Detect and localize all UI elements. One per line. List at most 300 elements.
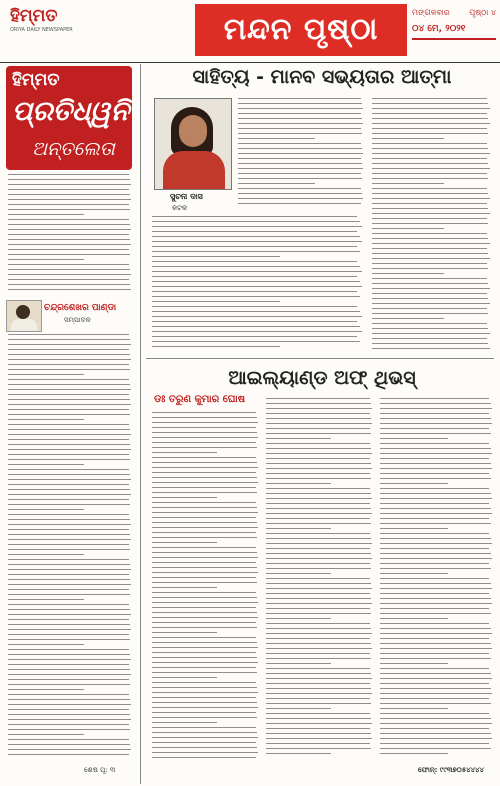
text-line bbox=[380, 663, 448, 664]
text-line bbox=[152, 497, 217, 498]
text-line bbox=[8, 379, 129, 380]
text-line bbox=[380, 533, 489, 534]
text-line bbox=[8, 234, 129, 235]
text-line bbox=[152, 672, 257, 673]
text-line bbox=[266, 578, 370, 579]
text-line bbox=[8, 359, 131, 360]
text-line bbox=[266, 508, 371, 509]
story2-author: ଡଃ ତରୁଣ କୁମାର ଘୋଷ bbox=[154, 394, 246, 405]
text-line bbox=[372, 168, 490, 169]
text-line bbox=[238, 203, 361, 204]
text-line bbox=[8, 269, 130, 270]
text-line bbox=[152, 452, 217, 453]
text-line bbox=[380, 553, 491, 554]
text-line bbox=[266, 698, 370, 699]
text-line bbox=[372, 203, 487, 204]
text-line bbox=[8, 244, 131, 245]
text-line bbox=[266, 563, 370, 564]
editor-photo bbox=[6, 300, 42, 332]
text-line bbox=[380, 648, 492, 649]
text-line bbox=[8, 729, 130, 730]
text-line bbox=[152, 286, 362, 287]
text-line bbox=[266, 473, 370, 474]
text-line bbox=[152, 687, 257, 688]
text-line bbox=[152, 607, 256, 608]
text-line bbox=[8, 724, 129, 725]
text-line bbox=[372, 138, 444, 139]
text-line bbox=[152, 507, 257, 508]
text-line bbox=[238, 123, 363, 124]
text-line bbox=[152, 562, 256, 563]
text-line bbox=[8, 529, 129, 530]
text-line bbox=[152, 326, 360, 327]
text-line bbox=[266, 488, 370, 489]
text-line bbox=[152, 281, 360, 282]
text-line bbox=[380, 528, 448, 529]
text-line bbox=[380, 543, 492, 544]
text-line bbox=[372, 328, 488, 329]
text-line bbox=[380, 713, 489, 714]
text-line bbox=[8, 189, 129, 190]
text-line bbox=[152, 722, 217, 723]
text-line bbox=[8, 669, 130, 670]
newspaper-logo: ହିମ୍ମତ bbox=[10, 6, 58, 26]
text-line bbox=[372, 313, 488, 314]
text-line bbox=[266, 468, 372, 469]
text-line bbox=[380, 593, 489, 594]
text-line bbox=[266, 533, 370, 534]
text-line bbox=[8, 214, 84, 215]
text-line bbox=[266, 568, 371, 569]
text-line bbox=[152, 472, 256, 473]
issue-info bbox=[412, 8, 496, 54]
text-line bbox=[8, 659, 131, 660]
text-line bbox=[8, 384, 130, 385]
text-line bbox=[8, 184, 131, 185]
text-line bbox=[8, 209, 130, 210]
text-line bbox=[380, 598, 491, 599]
text-line bbox=[152, 612, 257, 613]
text-line bbox=[8, 249, 129, 250]
text-line bbox=[152, 702, 257, 703]
text-line bbox=[8, 279, 129, 280]
contact-number: ଫୋନ୍: ୯୯୩୭୦୫୪୪୪୪ bbox=[418, 766, 485, 774]
text-line bbox=[266, 683, 370, 684]
text-line bbox=[372, 263, 487, 264]
text-line bbox=[372, 233, 487, 234]
text-line bbox=[152, 602, 258, 603]
text-line bbox=[8, 519, 130, 520]
text-line bbox=[8, 624, 130, 625]
text-line bbox=[8, 614, 131, 615]
text-line bbox=[8, 694, 129, 695]
text-line bbox=[266, 603, 372, 604]
text-line bbox=[266, 433, 371, 434]
text-line bbox=[372, 238, 488, 239]
text-line bbox=[266, 623, 370, 624]
text-line bbox=[266, 583, 371, 584]
story1-text-col2 bbox=[372, 98, 492, 354]
text-line bbox=[372, 178, 488, 179]
text-line bbox=[8, 354, 130, 355]
text-line bbox=[380, 478, 491, 479]
masthead bbox=[0, 0, 500, 63]
text-line bbox=[152, 417, 257, 418]
text-line bbox=[8, 704, 131, 705]
text-line bbox=[380, 503, 489, 504]
text-line bbox=[266, 593, 370, 594]
text-line bbox=[266, 658, 371, 659]
text-line bbox=[152, 517, 256, 518]
text-line bbox=[380, 573, 448, 574]
story2-text-col1 bbox=[152, 412, 260, 762]
text-line bbox=[152, 527, 258, 528]
text-line bbox=[8, 634, 129, 635]
text-line bbox=[238, 103, 362, 104]
text-line bbox=[380, 468, 492, 469]
text-line bbox=[152, 622, 256, 623]
text-line bbox=[8, 619, 129, 620]
text-line bbox=[372, 288, 490, 289]
text-line bbox=[372, 103, 488, 104]
text-line bbox=[8, 654, 130, 655]
text-line bbox=[152, 306, 357, 307]
text-line bbox=[152, 482, 258, 483]
text-line bbox=[380, 653, 489, 654]
column-brand-script: ଅନ୍ତଲେତା bbox=[32, 138, 115, 160]
text-line bbox=[8, 674, 131, 675]
text-line bbox=[152, 447, 257, 448]
text-line bbox=[266, 423, 372, 424]
story1-text-col1-top bbox=[238, 98, 366, 210]
text-line bbox=[8, 549, 130, 550]
text-line bbox=[8, 404, 131, 405]
text-line bbox=[380, 608, 489, 609]
text-line bbox=[380, 523, 491, 524]
text-line bbox=[8, 559, 129, 560]
text-line bbox=[8, 254, 130, 255]
text-line bbox=[238, 168, 363, 169]
text-line bbox=[238, 128, 361, 129]
text-line bbox=[372, 208, 488, 209]
story2-text-col2 bbox=[266, 398, 374, 762]
text-line bbox=[152, 341, 360, 342]
text-line bbox=[380, 673, 491, 674]
text-line bbox=[152, 336, 357, 337]
text-line bbox=[152, 467, 258, 468]
text-line bbox=[380, 623, 489, 624]
text-line bbox=[372, 248, 487, 249]
text-line bbox=[266, 548, 370, 549]
text-line bbox=[152, 747, 257, 748]
text-line bbox=[372, 118, 488, 119]
text-line bbox=[8, 274, 131, 275]
text-line bbox=[8, 264, 129, 265]
text-line bbox=[152, 557, 258, 558]
text-line bbox=[8, 554, 84, 555]
text-line bbox=[372, 158, 487, 159]
text-line bbox=[266, 618, 331, 619]
text-line bbox=[8, 334, 129, 335]
text-line bbox=[380, 558, 492, 559]
text-line bbox=[152, 296, 360, 297]
text-line bbox=[8, 374, 84, 375]
text-line bbox=[152, 727, 256, 728]
text-line bbox=[380, 578, 489, 579]
text-line bbox=[380, 563, 489, 564]
text-line bbox=[380, 743, 489, 744]
text-line bbox=[8, 649, 129, 650]
text-line bbox=[152, 587, 217, 588]
text-line bbox=[380, 443, 489, 444]
text-line bbox=[152, 251, 360, 252]
text-line bbox=[372, 318, 444, 319]
text-line bbox=[8, 179, 130, 180]
text-line bbox=[152, 412, 256, 413]
text-line bbox=[8, 194, 130, 195]
text-line bbox=[8, 629, 131, 630]
text-line bbox=[8, 219, 129, 220]
text-line bbox=[152, 642, 257, 643]
text-line bbox=[8, 709, 129, 710]
text-line bbox=[8, 534, 130, 535]
text-line bbox=[380, 413, 489, 414]
story1-text-col1 bbox=[152, 216, 366, 354]
text-line bbox=[238, 108, 363, 109]
text-line bbox=[380, 658, 491, 659]
text-line bbox=[152, 301, 280, 302]
editorial-text-block-1 bbox=[8, 174, 134, 296]
text-line bbox=[8, 479, 131, 480]
text-line bbox=[266, 738, 372, 739]
text-line bbox=[8, 344, 131, 345]
text-line bbox=[8, 419, 84, 420]
text-line bbox=[152, 462, 257, 463]
text-line bbox=[152, 231, 357, 232]
story1-headline: ସାହିତ୍ୟ - ମାନବ ସଭ୍ୟତାର ଆତ୍ମା bbox=[192, 66, 452, 88]
text-line bbox=[8, 739, 129, 740]
photo-caption-place: କଟକ bbox=[172, 204, 188, 212]
text-line bbox=[8, 544, 129, 545]
text-line bbox=[380, 738, 492, 739]
text-line bbox=[372, 258, 490, 259]
text-line bbox=[380, 458, 489, 459]
text-line bbox=[266, 668, 370, 669]
text-line bbox=[152, 752, 258, 753]
column-brand-box bbox=[6, 66, 132, 170]
text-line bbox=[380, 403, 491, 404]
text-line bbox=[238, 173, 361, 174]
text-line bbox=[372, 333, 490, 334]
text-line bbox=[380, 618, 448, 619]
text-line bbox=[152, 737, 258, 738]
text-line bbox=[266, 558, 372, 559]
text-line bbox=[380, 488, 489, 489]
text-line bbox=[152, 236, 360, 237]
text-line bbox=[372, 338, 487, 339]
text-line bbox=[372, 268, 488, 269]
text-line bbox=[8, 484, 129, 485]
text-line bbox=[8, 744, 130, 745]
column-divider bbox=[140, 64, 141, 784]
text-line bbox=[380, 538, 491, 539]
text-line bbox=[266, 518, 370, 519]
text-line bbox=[266, 733, 371, 734]
text-line bbox=[152, 582, 257, 583]
text-line bbox=[238, 133, 362, 134]
text-line bbox=[8, 609, 130, 610]
text-line bbox=[152, 316, 362, 317]
text-line bbox=[266, 443, 370, 444]
text-line bbox=[372, 143, 487, 144]
text-line bbox=[238, 198, 363, 199]
text-line bbox=[152, 707, 258, 708]
text-line bbox=[380, 753, 448, 754]
text-line bbox=[266, 513, 372, 514]
text-line bbox=[8, 569, 131, 570]
text-line bbox=[152, 427, 256, 428]
text-line bbox=[372, 148, 488, 149]
text-line bbox=[152, 662, 258, 663]
text-line bbox=[266, 588, 372, 589]
text-line bbox=[152, 457, 256, 458]
column-brand-small: ହିମ୍ମତ bbox=[12, 70, 60, 90]
text-line bbox=[238, 118, 362, 119]
text-line bbox=[8, 284, 130, 285]
story2-text-col3 bbox=[380, 398, 494, 762]
text-line bbox=[266, 493, 371, 494]
text-line bbox=[8, 504, 130, 505]
text-line bbox=[8, 574, 129, 575]
text-line bbox=[380, 688, 491, 689]
text-line bbox=[238, 153, 363, 154]
text-line bbox=[372, 218, 487, 219]
text-line bbox=[152, 757, 256, 758]
text-line bbox=[380, 548, 489, 549]
text-line bbox=[380, 613, 491, 614]
text-line bbox=[8, 489, 130, 490]
text-line bbox=[8, 594, 130, 595]
text-line bbox=[152, 226, 362, 227]
text-line bbox=[8, 229, 131, 230]
text-line bbox=[8, 389, 131, 390]
text-line bbox=[380, 498, 492, 499]
text-line bbox=[152, 346, 280, 347]
text-line bbox=[372, 113, 487, 114]
text-line bbox=[152, 512, 258, 513]
column-brand-title: ପ୍ରତିଧ୍ୱନି bbox=[12, 96, 130, 127]
text-line bbox=[238, 113, 361, 114]
text-line bbox=[8, 499, 129, 500]
section-banner: ମନ୍ଦନ ପୃଷ୍ଠା bbox=[195, 4, 407, 56]
text-line bbox=[152, 542, 217, 543]
text-line bbox=[8, 719, 131, 720]
text-line bbox=[372, 228, 444, 229]
photo-caption-name: ସୁଚନା ଦାସ bbox=[170, 192, 203, 201]
text-line bbox=[152, 502, 256, 503]
text-line bbox=[8, 349, 129, 350]
text-line bbox=[380, 583, 491, 584]
text-line bbox=[152, 617, 258, 618]
text-line bbox=[372, 153, 490, 154]
text-line bbox=[152, 437, 258, 438]
text-line bbox=[152, 487, 256, 488]
text-line bbox=[380, 398, 489, 399]
text-line bbox=[380, 698, 489, 699]
date-underline bbox=[412, 38, 496, 40]
editor-role: ସମ୍ପାଦକ bbox=[64, 316, 91, 324]
text-line bbox=[8, 699, 130, 700]
text-line bbox=[372, 183, 444, 184]
text-line bbox=[372, 133, 488, 134]
text-line bbox=[8, 734, 84, 735]
issue-day: ମଙ୍ଗଳବାର bbox=[412, 8, 450, 17]
text-line bbox=[8, 714, 130, 715]
text-line bbox=[152, 677, 217, 678]
text-line bbox=[380, 603, 492, 604]
text-line bbox=[8, 259, 84, 260]
text-line bbox=[380, 418, 491, 419]
text-line bbox=[238, 148, 362, 149]
text-line bbox=[238, 193, 362, 194]
text-line bbox=[8, 199, 131, 200]
text-line bbox=[372, 308, 487, 309]
text-line bbox=[152, 627, 257, 628]
text-line bbox=[380, 628, 491, 629]
text-line bbox=[380, 448, 491, 449]
text-line bbox=[8, 664, 129, 665]
editor-name: ଚନ୍ଦ୍ରଶେଖର ପାଣ୍ଡା bbox=[44, 303, 117, 313]
text-line bbox=[8, 364, 129, 365]
text-line bbox=[152, 532, 256, 533]
text-line bbox=[8, 459, 130, 460]
text-line bbox=[8, 584, 131, 585]
text-line bbox=[380, 643, 491, 644]
text-line bbox=[266, 458, 370, 459]
text-line bbox=[8, 429, 130, 430]
text-line bbox=[8, 399, 130, 400]
text-line bbox=[372, 188, 487, 189]
text-line bbox=[152, 422, 258, 423]
text-line bbox=[266, 428, 370, 429]
text-line bbox=[266, 673, 371, 674]
text-line bbox=[380, 633, 492, 634]
text-line bbox=[152, 657, 257, 658]
text-line bbox=[380, 423, 492, 424]
text-line bbox=[266, 478, 371, 479]
text-line bbox=[266, 503, 370, 504]
text-line bbox=[152, 697, 256, 698]
text-line bbox=[372, 323, 487, 324]
text-line bbox=[380, 513, 492, 514]
text-line bbox=[8, 589, 129, 590]
text-line bbox=[8, 409, 129, 410]
text-line bbox=[8, 369, 130, 370]
text-line bbox=[8, 644, 84, 645]
text-line bbox=[372, 273, 444, 274]
text-line bbox=[152, 442, 256, 443]
text-line bbox=[266, 633, 372, 634]
text-line bbox=[8, 604, 129, 605]
text-line bbox=[152, 246, 357, 247]
text-line bbox=[380, 508, 491, 509]
text-line bbox=[266, 613, 371, 614]
text-line bbox=[372, 283, 488, 284]
text-line bbox=[238, 98, 361, 99]
text-line bbox=[238, 138, 315, 139]
text-line bbox=[380, 428, 489, 429]
text-line bbox=[266, 498, 372, 499]
